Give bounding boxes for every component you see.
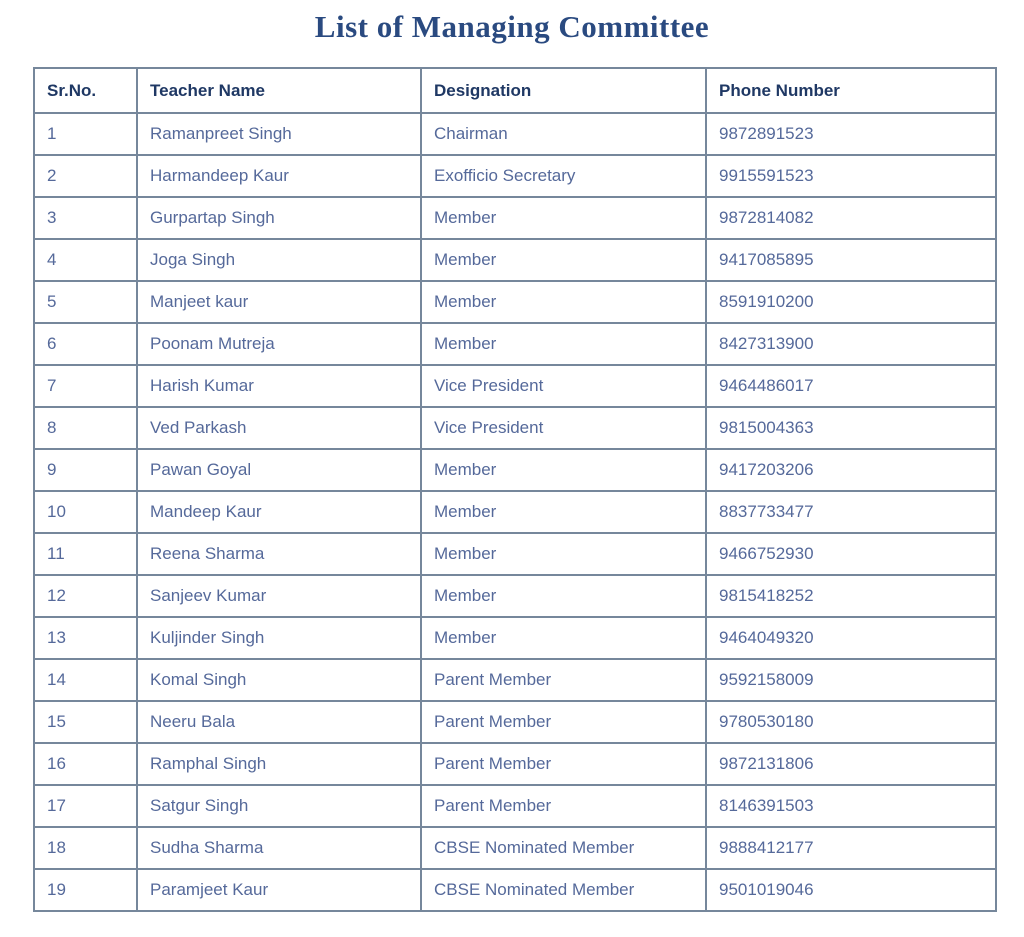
sr-no-cell: 13: [34, 617, 137, 659]
designation-cell: Chairman: [421, 113, 706, 155]
phone-number-cell: 9872891523: [706, 113, 996, 155]
teacher-name-cell: Mandeep Kaur: [137, 491, 421, 533]
table-row: [34, 827, 996, 869]
teacher-name-cell: Paramjeet Kaur: [137, 869, 421, 911]
designation-cell: Member: [421, 533, 706, 575]
table-row: [34, 239, 996, 281]
designation-cell: Member: [421, 281, 706, 323]
designation-cell: Member: [421, 323, 706, 365]
table-body: [34, 113, 996, 911]
phone-number-cell: 9872814082: [706, 197, 996, 239]
teacher-name-cell: Manjeet kaur: [137, 281, 421, 323]
table-row: [34, 113, 996, 155]
column-header-phone-number: Phone Number: [706, 68, 996, 113]
table-row: [34, 407, 996, 449]
sr-no-cell: 3: [34, 197, 137, 239]
teacher-name-cell: Komal Singh: [137, 659, 421, 701]
teacher-name-cell: Pawan Goyal: [137, 449, 421, 491]
designation-cell: Parent Member: [421, 701, 706, 743]
phone-number-cell: 9915591523: [706, 155, 996, 197]
sr-no-cell: 12: [34, 575, 137, 617]
sr-no-cell: 18: [34, 827, 137, 869]
phone-number-cell: 9815418252: [706, 575, 996, 617]
table-row: [34, 869, 996, 911]
phone-number-cell: 8837733477: [706, 491, 996, 533]
phone-number-cell: 9592158009: [706, 659, 996, 701]
designation-cell: Parent Member: [421, 659, 706, 701]
table-head: [34, 68, 996, 113]
sr-no-cell: 15: [34, 701, 137, 743]
designation-cell: Exofficio Secretary: [421, 155, 706, 197]
table-row: [34, 365, 996, 407]
teacher-name-cell: Satgur Singh: [137, 785, 421, 827]
phone-number-cell: 9466752930: [706, 533, 996, 575]
teacher-name-cell: Ramphal Singh: [137, 743, 421, 785]
designation-cell: Member: [421, 491, 706, 533]
phone-number-cell: 9501019046: [706, 869, 996, 911]
column-header-sr-no: Sr.No.: [34, 68, 137, 113]
table-row: [34, 575, 996, 617]
sr-no-cell: 14: [34, 659, 137, 701]
sr-no-cell: 6: [34, 323, 137, 365]
designation-cell: Vice President: [421, 407, 706, 449]
sr-no-cell: 5: [34, 281, 137, 323]
sr-no-cell: 2: [34, 155, 137, 197]
sr-no-cell: 9: [34, 449, 137, 491]
sr-no-cell: 1: [34, 113, 137, 155]
sr-no-cell: 16: [34, 743, 137, 785]
designation-cell: Member: [421, 575, 706, 617]
designation-cell: Parent Member: [421, 785, 706, 827]
phone-number-cell: 9780530180: [706, 701, 996, 743]
teacher-name-cell: Joga Singh: [137, 239, 421, 281]
teacher-name-cell: Gurpartap Singh: [137, 197, 421, 239]
teacher-name-cell: Ramanpreet Singh: [137, 113, 421, 155]
managing-committee-table: [33, 67, 997, 912]
table-row: [34, 533, 996, 575]
table-row: [34, 617, 996, 659]
table-row: [34, 155, 996, 197]
phone-number-cell: 9417203206: [706, 449, 996, 491]
sr-no-cell: 11: [34, 533, 137, 575]
table-header-row: [34, 68, 996, 113]
phone-number-cell: 9417085895: [706, 239, 996, 281]
designation-cell: Member: [421, 617, 706, 659]
sr-no-cell: 19: [34, 869, 137, 911]
table-row: [34, 743, 996, 785]
designation-cell: Member: [421, 197, 706, 239]
sr-no-cell: 4: [34, 239, 137, 281]
designation-cell: Member: [421, 239, 706, 281]
designation-cell: CBSE Nominated Member: [421, 827, 706, 869]
table-row: [34, 281, 996, 323]
table-row: [34, 449, 996, 491]
phone-number-cell: 8591910200: [706, 281, 996, 323]
phone-number-cell: 9888412177: [706, 827, 996, 869]
teacher-name-cell: Ved Parkash: [137, 407, 421, 449]
designation-cell: Member: [421, 449, 706, 491]
phone-number-cell: 9464049320: [706, 617, 996, 659]
sr-no-cell: 7: [34, 365, 137, 407]
designation-cell: Vice President: [421, 365, 706, 407]
phone-number-cell: 8146391503: [706, 785, 996, 827]
designation-cell: Parent Member: [421, 743, 706, 785]
phone-number-cell: 9464486017: [706, 365, 996, 407]
column-header-designation: Designation: [421, 68, 706, 113]
teacher-name-cell: Harmandeep Kaur: [137, 155, 421, 197]
phone-number-cell: 9815004363: [706, 407, 996, 449]
phone-number-cell: 9872131806: [706, 743, 996, 785]
table-row: [34, 659, 996, 701]
phone-number-cell: 8427313900: [706, 323, 996, 365]
designation-cell: CBSE Nominated Member: [421, 869, 706, 911]
teacher-name-cell: Sudha Sharma: [137, 827, 421, 869]
teacher-name-cell: Sanjeev Kumar: [137, 575, 421, 617]
sr-no-cell: 8: [34, 407, 137, 449]
table-row: [34, 197, 996, 239]
table-row: [34, 491, 996, 533]
teacher-name-cell: Neeru Bala: [137, 701, 421, 743]
teacher-name-cell: Reena Sharma: [137, 533, 421, 575]
table-row: [34, 785, 996, 827]
teacher-name-cell: Kuljinder Singh: [137, 617, 421, 659]
table-row: [34, 323, 996, 365]
sr-no-cell: 10: [34, 491, 137, 533]
column-header-teacher-name: Teacher Name: [137, 68, 421, 113]
page-title: List of Managing Committee: [314, 9, 710, 44]
teacher-name-cell: Poonam Mutreja: [137, 323, 421, 365]
teacher-name-cell: Harish Kumar: [137, 365, 421, 407]
table-row: [34, 701, 996, 743]
sr-no-cell: 17: [34, 785, 137, 827]
